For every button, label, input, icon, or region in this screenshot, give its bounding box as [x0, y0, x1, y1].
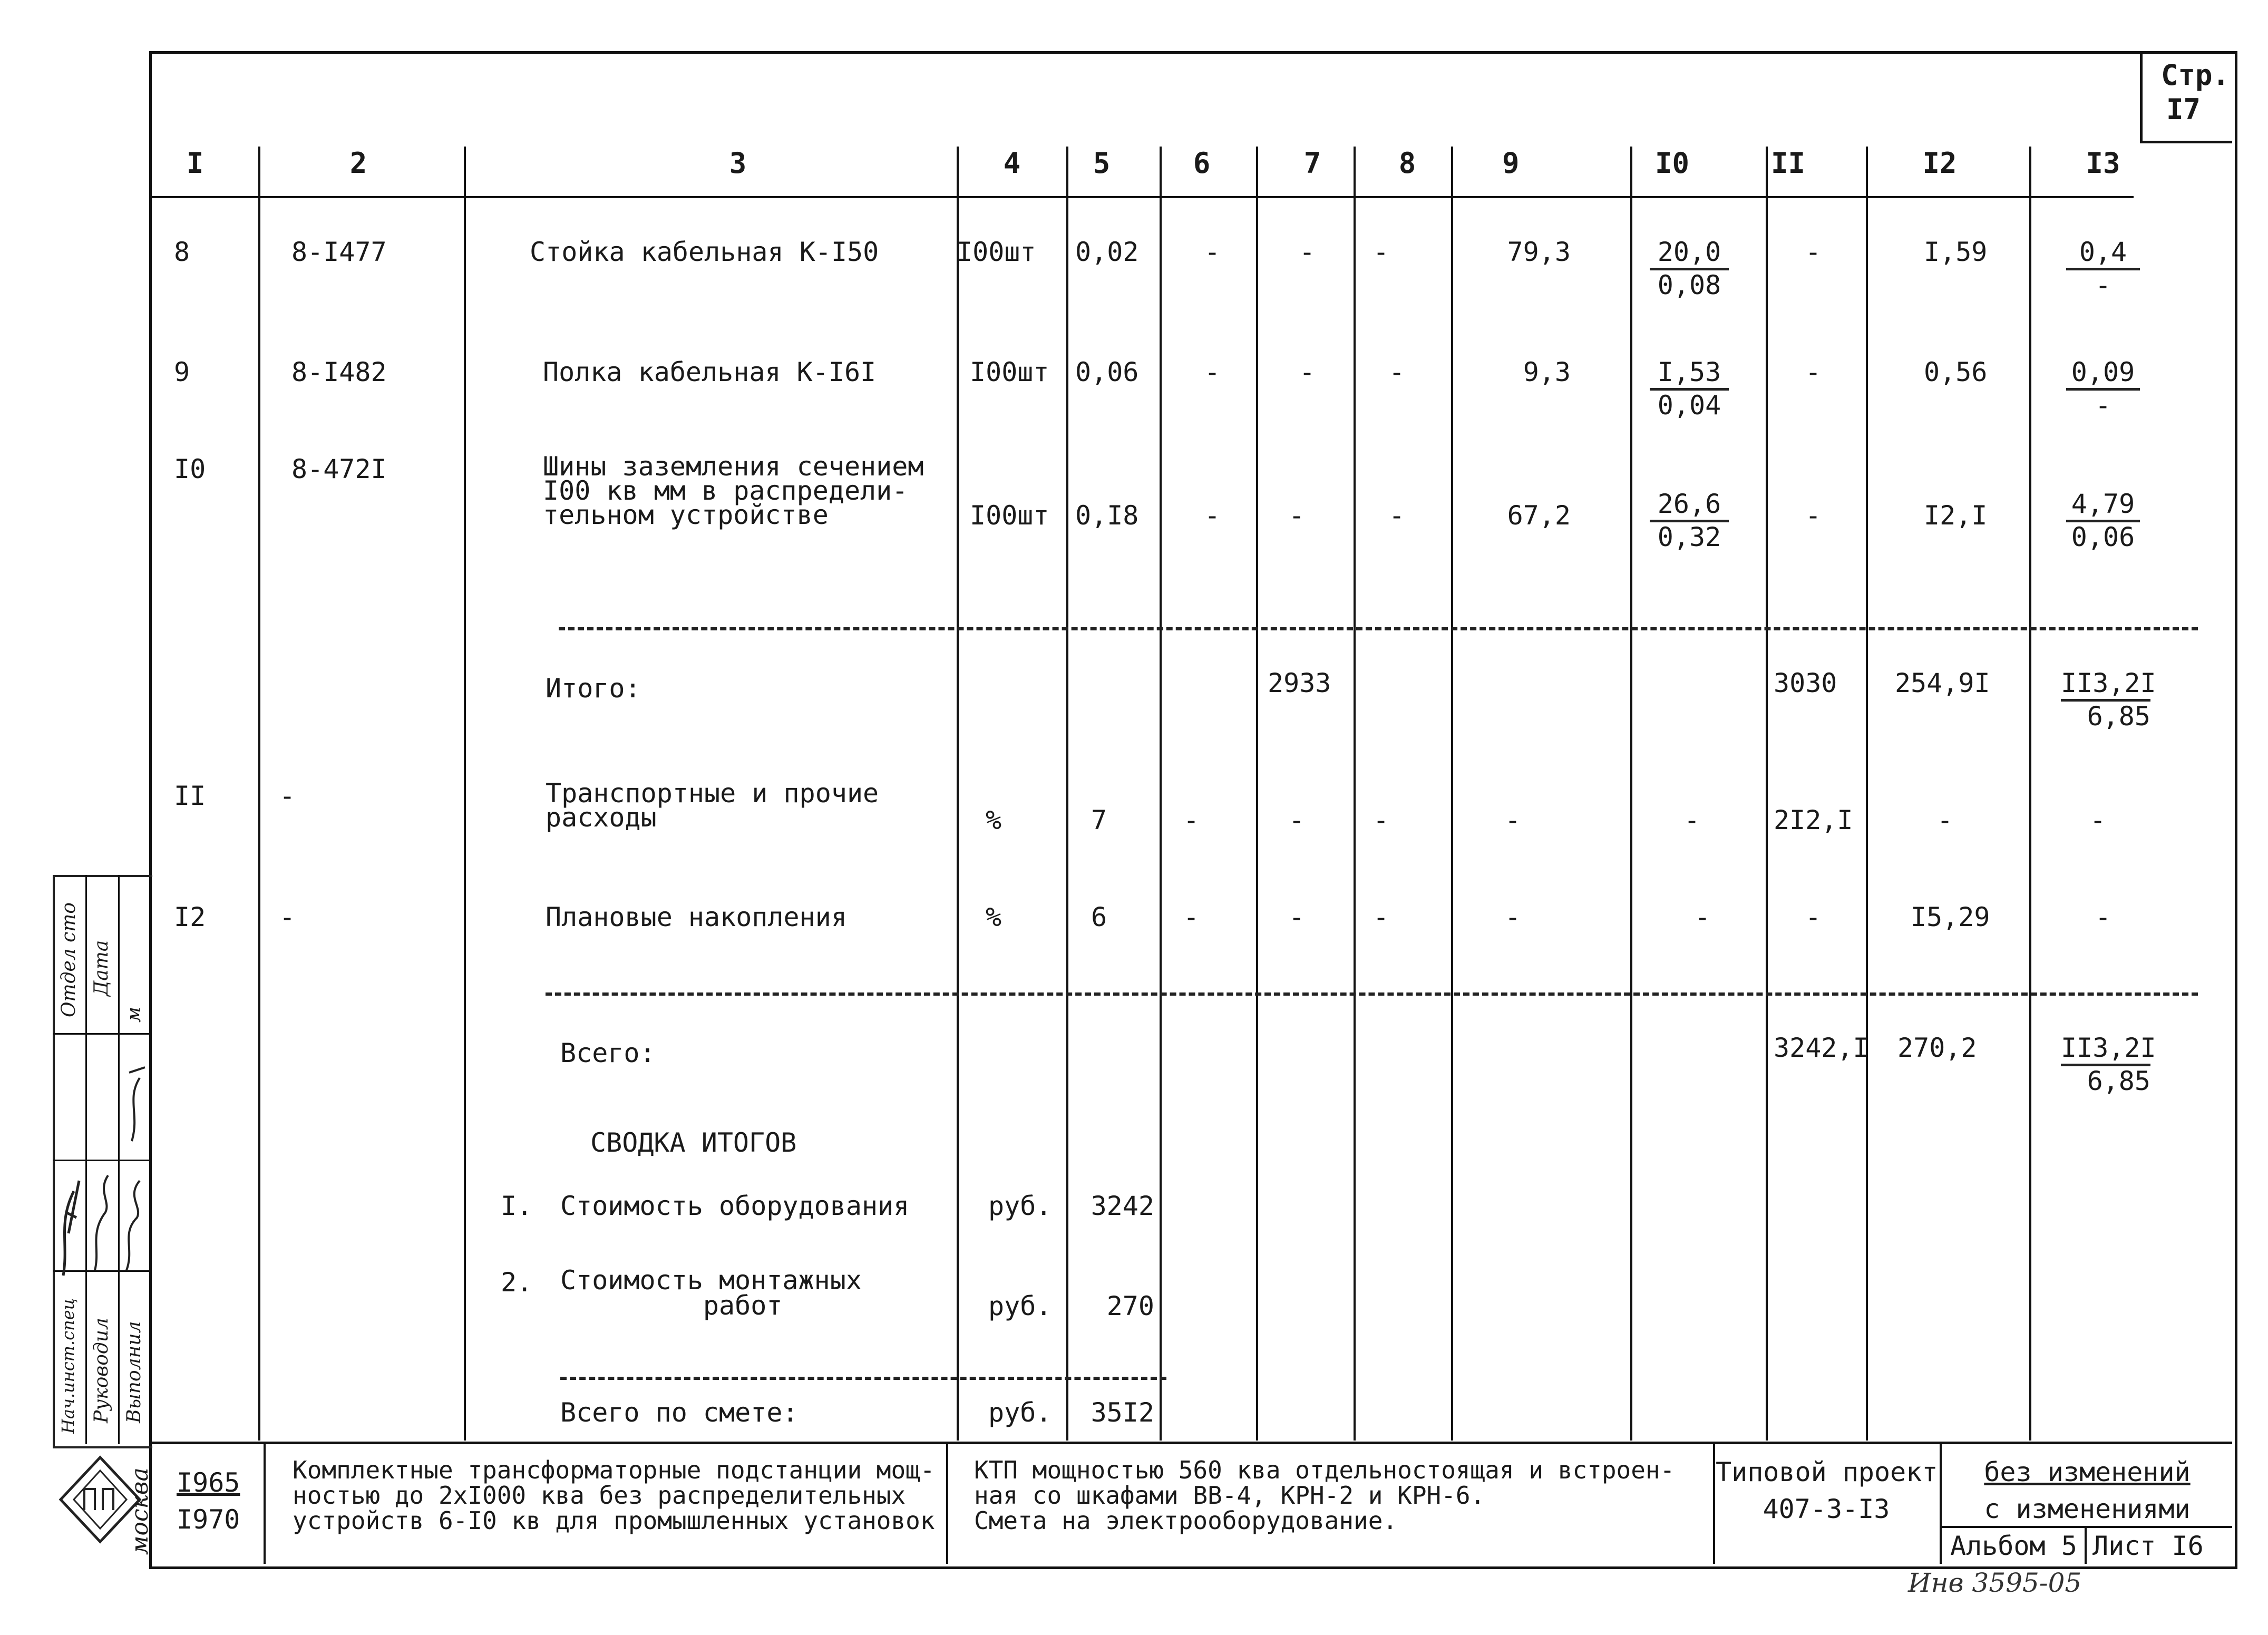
row-code: -: [279, 781, 296, 811]
album-number: Альбом 5: [1950, 1531, 2077, 1561]
fraction-num: II3,2I: [2061, 1033, 2150, 1066]
summary-item-value: 3242: [1091, 1191, 1154, 1221]
signature-marks: [53, 1036, 150, 1162]
row-cell: -: [1204, 357, 1221, 387]
col-header: 2: [349, 147, 367, 180]
summary-item-value: 270: [1106, 1291, 1154, 1321]
row-cell: 9,3: [1523, 357, 1571, 387]
row-number: 8: [174, 237, 190, 267]
row-cell: I5,29: [1911, 902, 1990, 932]
row-fraction: [1650, 357, 1729, 420]
col-header: 4: [1003, 147, 1021, 180]
fraction-num: 0,09: [2066, 357, 2140, 391]
row-cell: -: [1299, 357, 1316, 387]
row-cell: -: [1388, 357, 1405, 387]
stamp-chief: Нач.инст.спец: [58, 1298, 78, 1434]
row-cell: -: [1288, 805, 1305, 835]
dashed-separator: [560, 1377, 1166, 1380]
col-header: 9: [1502, 147, 1520, 180]
row-unit: %: [986, 805, 1002, 835]
col-sep: [957, 147, 959, 1441]
vsego-cell: 3242,I: [1774, 1033, 1869, 1063]
row-fraction: [1650, 489, 1729, 552]
fraction-num: 0,4: [2066, 237, 2140, 270]
summary-total-label: Всего по смете:: [560, 1397, 799, 1428]
row-cell: -: [1805, 237, 1822, 267]
row-qty: 0,06: [1075, 357, 1139, 387]
row-fraction: [2066, 357, 2140, 420]
row-cell: -: [1504, 902, 1521, 932]
fraction-den: 0,32: [1657, 522, 1721, 552]
row-code: -: [279, 902, 296, 932]
col-sep: [464, 147, 466, 1441]
sheet-number: Лист I6: [2092, 1531, 2204, 1561]
title-block-top: [152, 1442, 2232, 1444]
fraction-den: -: [2095, 270, 2111, 300]
fraction-den: 6,85: [2087, 1066, 2150, 1096]
vsego-label: Всего:: [560, 1038, 656, 1068]
year-to: I970: [177, 1504, 240, 1535]
dashed-separator: [559, 627, 2198, 630]
row-cell: 2I2,I: [1774, 805, 1853, 835]
status-changed: с изменениями: [1984, 1494, 2191, 1524]
row-cell: 67,2: [1507, 500, 1571, 531]
col-header: I0: [1655, 147, 1690, 180]
row-cell: -: [2089, 805, 2106, 835]
row-fraction: [1650, 237, 1729, 300]
row-unit: I00шт: [970, 500, 1049, 531]
row-name: Полка кабельная К-I6I: [543, 357, 877, 387]
fraction-den: 6,85: [2087, 701, 2150, 732]
itogo-fraction: [2061, 668, 2156, 732]
status-unchanged: без изменений: [1984, 1457, 2191, 1487]
row-unit: I00шт: [957, 237, 1036, 267]
itogo-label: Итого:: [546, 673, 641, 704]
col-header: 3: [729, 147, 747, 180]
fraction-den: 0,08: [1657, 270, 1721, 300]
fraction-den: 0,04: [1657, 390, 1721, 421]
col-sep: [1160, 147, 1162, 1441]
col-header: 7: [1303, 147, 1321, 180]
col-sep: [1866, 147, 1868, 1441]
col-sep: [2029, 147, 2031, 1441]
row-number: I2: [174, 902, 206, 932]
project-label: Типовой проект: [1716, 1457, 1938, 1487]
city-label: москва: [126, 1467, 153, 1555]
fraction-num: 4,79: [2066, 489, 2140, 522]
summary-total-value: 35I2: [1091, 1397, 1154, 1428]
page-label: Стр.: [2161, 59, 2230, 92]
row-name: Транспортные и прочие расходы: [546, 778, 879, 833]
fraction-den: -: [2095, 390, 2111, 421]
stamp-date: Дата: [91, 940, 112, 996]
col-sep: [258, 147, 260, 1441]
row-cell: -: [1299, 237, 1316, 267]
summary-item-unit: руб.: [988, 1291, 1052, 1321]
dashed-separator: [546, 992, 2198, 996]
col-sep: [1451, 147, 1453, 1441]
row-cell: -: [1183, 902, 1200, 932]
col-header: I3: [2086, 147, 2120, 180]
row-qty: 0,02: [1075, 237, 1139, 267]
summary-item-number: 2.: [501, 1267, 533, 1298]
row-cell: 0,56: [1924, 357, 1988, 387]
series-description: Комплектные трансформаторные подстанции мощ- ностью до 2хI000 ква без распределительных устройств 6-I0 кв для промышленных установок: [293, 1456, 935, 1535]
page-number: I7: [2166, 93, 2201, 126]
vsego-fraction: [2061, 1033, 2156, 1096]
col-header: II: [1771, 147, 1806, 180]
row-cell: -: [1683, 805, 1700, 835]
vsego-cell: 270,2: [1897, 1033, 1977, 1063]
stamp-executor: Выполнил: [123, 1321, 145, 1423]
fraction-num: 26,6: [1650, 489, 1729, 522]
row-cell: -: [1694, 902, 1711, 932]
inventory-number: Инв 3595-05: [1908, 1568, 2082, 1598]
row-cell: -: [2095, 902, 2111, 932]
summary-item-label: Стоимость оборудования: [560, 1191, 910, 1221]
col-header: I2: [1922, 147, 1957, 180]
signature-marks: [53, 1160, 150, 1286]
summary-item-unit: руб.: [988, 1191, 1052, 1221]
title-block-sep: [946, 1443, 948, 1564]
stamp-supervisor: Руководил: [91, 1318, 112, 1423]
row-code: 8-I482: [291, 357, 387, 387]
row-cell: I2,I: [1924, 500, 1988, 531]
row-cell: -: [1504, 805, 1521, 835]
fraction-den: 0,06: [2071, 522, 2135, 552]
col-sep: [1354, 147, 1356, 1441]
sheet-description: КТП мощностью 560 ква отдельностоящая и встроен- ная со шкафами ВВ-4, КРН-2 и КРН-6. Смета на электрооборудование.: [974, 1456, 1675, 1535]
row-number: II: [174, 781, 206, 811]
col-header: 6: [1193, 147, 1211, 180]
row-code: 8-I477: [291, 237, 387, 267]
col-sep: [1066, 147, 1068, 1441]
row-cell: -: [1805, 902, 1822, 932]
row-fraction: [2066, 237, 2140, 300]
summary-total-unit: руб.: [988, 1397, 1052, 1428]
row-cell: I,59: [1924, 237, 1988, 267]
row-cell: -: [1936, 805, 1953, 835]
row-qty: 0,I8: [1075, 500, 1139, 531]
row-cell: -: [1373, 237, 1389, 267]
header-rule: [152, 196, 2134, 198]
row-cell: -: [1373, 902, 1389, 932]
summary-title: СВОДКА ИТОГОВ: [590, 1127, 797, 1158]
row-cell: -: [1805, 357, 1822, 387]
stamp-dept: Отдел сто: [58, 902, 80, 1017]
summary-item-label: Стоимость монтажных работ: [560, 1265, 862, 1321]
fraction-num: I,53: [1650, 357, 1729, 391]
col-sep: [1766, 147, 1768, 1441]
row-cell: -: [1288, 500, 1305, 531]
col-sep: [1256, 147, 1258, 1441]
itogo-cell: 254,9I: [1895, 668, 1990, 698]
title-block-sep: [1713, 1443, 1715, 1564]
row-cell: -: [1373, 805, 1389, 835]
row-unit: I00шт: [970, 357, 1049, 387]
col-sep: [1630, 147, 1632, 1441]
itogo-cell: 3030: [1774, 668, 1837, 698]
row-name: Шины заземления сечением I00 кв мм в распредели- тельном устройстве: [543, 451, 924, 530]
row-number: I0: [174, 454, 206, 484]
row-number: 9: [174, 357, 190, 387]
row-cell: -: [1204, 237, 1221, 267]
summary-item-number: I.: [501, 1191, 533, 1221]
row-qty: 7: [1091, 805, 1107, 835]
side-stamp-sep: [53, 1033, 150, 1035]
row-cell: -: [1288, 902, 1305, 932]
row-name: Плановые накопления: [546, 902, 847, 932]
title-block-sep: [1940, 1443, 1942, 1564]
itogo-cell: 2933: [1268, 668, 1331, 698]
row-code: 8-472I: [291, 454, 387, 484]
project-number: 407-3-I3: [1763, 1494, 1890, 1524]
row-name: Стойка кабельная К-I50: [530, 237, 879, 267]
row-qty: 6: [1091, 902, 1107, 932]
year-from: I965: [177, 1467, 240, 1498]
title-block-sep: [2085, 1526, 2087, 1564]
row-fraction: [2066, 489, 2140, 552]
row-cell: -: [1183, 805, 1200, 835]
fraction-num: 20,0: [1650, 237, 1729, 270]
fraction-num: II3,2I: [2061, 668, 2150, 702]
col-header: 5: [1093, 147, 1111, 180]
col-header: I: [186, 147, 204, 180]
stamp-m: м: [123, 1007, 145, 1023]
row-unit: %: [986, 902, 1002, 932]
row-cell: -: [1805, 500, 1822, 531]
row-cell: 79,3: [1507, 237, 1571, 267]
col-header: 8: [1398, 147, 1416, 180]
row-cell: -: [1388, 500, 1405, 531]
title-block-sep: [264, 1443, 266, 1564]
row-cell: -: [1204, 500, 1221, 531]
